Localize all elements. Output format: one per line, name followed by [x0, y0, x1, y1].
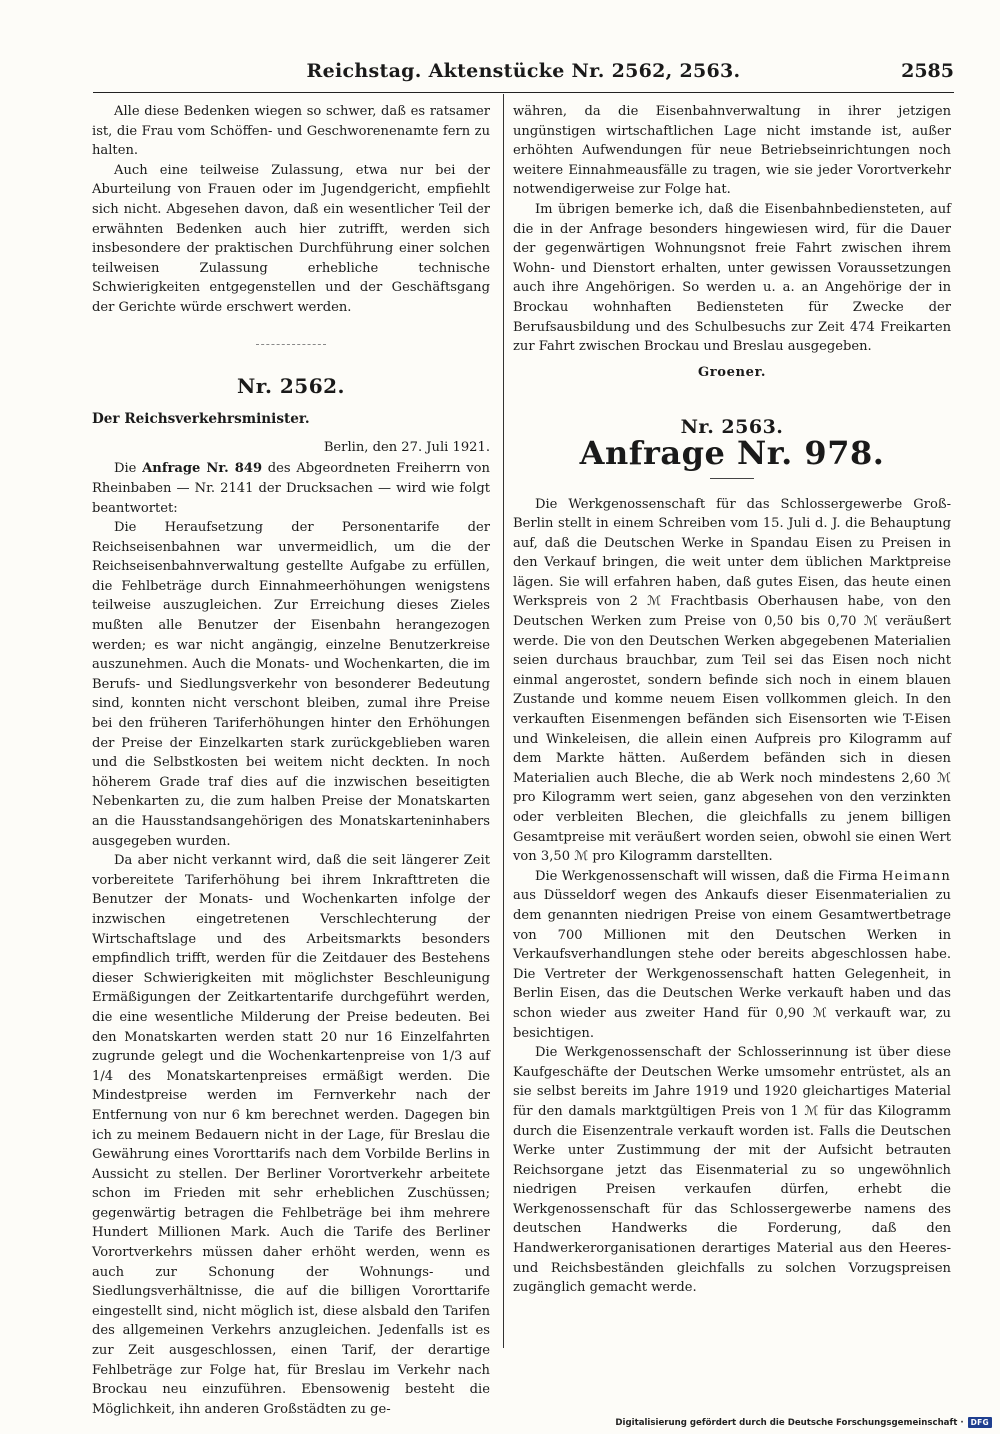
body-paragraph: Die Werkgenossenschaft für das Schlossergewerbe Groß-Berlin stellt in einem Schreiben vom 15. Juli d. J. die Behauptung auf, daß die Deutschen Werke in Spandau Eisen zu Preisen in den Verkauf bringen, die weit unter dem üblichen Marktpreise lägen. Sie will erfahren haben, daß gutes Eisen, das heute einen Werkspreis von 2 ℳ Frachtbasis Oberhausen habe, von den Deutschen Werken zum Preise von 0,50 bis 0,70 ℳ veräußert werde. Die von den Deutschen Werken abgegebenen Materialien seien durchaus brauchbar, zum Teil sei das Eisen noch nicht einmal angerostet, sondern befinde sich noch in einem blauen Zustande und komme neuem Eisen vollkommen gleich. In den verkauften Eisenmengen befänden sich Eisensorten wie T-Eisen und Winkeleisen, die allein einen Aufpreis pro Kilogramm auf dem Markte hätten. Außerdem befänden sich in diesen Materialien auch Bleche, die ab Werk noch mindestens 2,60 ℳ pro Kilogramm wert seien, ganz abgesehen von den verzinkten oder verbleiten Blechen, die gleichfalls zu jenem billigen Gesamtpreise mit veräußert worden seien, obwohl sie einen Wert von 3,50 ℳ pro Kilogramm darstellten. — [513, 496, 951, 865]
continuation-paragraph: währen, da die Eisenbahnverwaltung in ihrer jetzigen ungünstigen wirtschaftlichen Lage nicht imstande ist, außer erhöhten Aufwendungen für neue Betriebseinrichtungen noch weitere Einnahmeausfälle zu tragen, wie sie jeder Vorortverkehr notwendigerweise zur Folge hat. — [513, 104, 951, 198]
body-paragraph: Die Werkgenossenschaft der Schlosserinnung ist über diese Kaufgeschäfte der Deutschen Werke umsomehr entrüstet, als an sie selbst bereits im Jahre 1919 und 1920 gleichartiges Material für den damals marktgültigen Preis von 1 ℳ für das Kilogramm durch die Eisenzentrale verkauft worden ist. Falls die Deutschen Werke unter Zustimmung der mit der Aufsicht betrauten Reichsorgane jetzt das Eisenmaterial zu so ungewöhnlich niedrigen Preisen verkaufen dürfen, erhebt die Werkgenossenschaft für das Schlossergewerbe namens des deutschen Handwerks die Forderung, daß den Handwerkerorganisationen derartiges Material aus den Heeres- und Reichsbeständen gleichfalls zu solchen Vorzugspreisen zugänglich gemacht werde. — [513, 1045, 951, 1296]
body-paragraph — [513, 867, 951, 1043]
inquiry-reference: Anfrage Nr. 849 — [142, 461, 263, 477]
page-header — [93, 56, 954, 90]
section-separator — [256, 344, 326, 345]
inquiry-title: Anfrage Nr. 978. — [579, 433, 885, 472]
reply-rest: des Abgeordneten Freiherrn von Rheinbaben — Nr. 2141 der Drucksachen — wird wie folgt beantwortet: — [92, 461, 490, 516]
document-number: Nr. 2562. — [236, 373, 346, 398]
page-number: 2585 — [901, 60, 954, 82]
paragraph-lead: Die Werkgenossenschaft will wissen, daß die Firma — [535, 868, 878, 884]
footer — [615, 1417, 992, 1428]
footer-text: Digitalisierung gefördert durch die Deutsche Forschungsgemeinschaft · — [615, 1417, 964, 1428]
dfg-logo-icon: DFG — [968, 1417, 992, 1428]
left-column — [92, 102, 490, 1419]
header-rule — [93, 92, 954, 93]
intro-paragraph: Auch eine teilweise Zulassung, etwa nur bei der Aburteilung von Frauen oder im Jugendgericht, empfiehlt sich nicht. Abgesehen davon, daß ein wesentlicher Teil der erwähnten Bedenken auch hier zutrifft, werden sich insbesondere der praktischen Durchführung einer solchen teilweisen Zulassung erhebliche technische Schwierigkeiten entgegenstellen und der Geschäftsgang der Gerichte würde erschwert werden. — [92, 162, 490, 315]
title-rule — [710, 478, 754, 479]
body-paragraph: Da aber nicht verkannt wird, daß die seit längerer Zeit vorbereitete Tariferhöhung bei ihrem Inkrafttreten die Benutzer der Monats- und Wochenkarten infolge der inzwischen eingetretenen Verschlechterung der Wirtschaftslage und des Arbeitsmarkts besonders empfindlich trifft, werden für die Zeitdauer des Bestehens dieser Schwierigkeiten mit möglichster Beschleunigung Ermäßigungen der Zeitkartentarife durchgeführt werden, die eine wesentliche Milderung der Preise bedeuten. Bei den Monatskarten werden statt 20 nur 16 Einzelfahrten zugrunde gelegt und die Wochenkartenpreise von 1/3 auf 1/4 des Monatskartenpreises ermäßigt werden. Die Mindestpreise werden im Fernverkehr nach der Entfernung von nur 6 km berechnet werden. Dagegen bin ich zu meinem Bedauern nicht in der Lage, für Breslau die Gewährung eines Vororttarifs nach dem Vorbilde Berlins in Aussicht zu stellen. Der Berliner Vorortverkehr arbeitete schon im Frieden mit sehr erheblichen Zuschüssen; gegenwärtig betragen die Fehlbeträge bei ihm mehrere Hundert Millionen Mark. Auch die Tarife des Berliner Vorortverkehrs müssen daher erhöht werden, wenn es auch zur Schonung der Wohnungs- und Siedlungsverhältnisse, die auf die billigen Vororttarife eingestellt sind, nicht möglich ist, diese alsbald den Tarifen des allgemeinen Verkehrs anzugleichen. Jedenfalls ist es zur Zeit ausgeschlossen, einen Tarif, der derartige Fehlbeträge zur Folge hat, für Breslau im Verkehr nach Brockau neu einzuführen. Ebensowenig besteht die Möglichkeit, ihn anderen Großstädten zu ge- — [92, 853, 490, 1417]
intro-paragraph: Alle diese Bedenken wiegen so schwer, daß es ratsamer ist, die Frau vom Schöffen- und Geschworenenamte fern zu halten. — [92, 104, 490, 159]
continuation-paragraph: Im übrigen bemerke ich, daß die Eisenbahnbediensteten, auf die in der Anfrage besonders hingewiesen wird, für die Dauer der gegenwärtigen Wohnungsnot freie Fahrt zwischen ihrem Wohn- und Dienstort erhalten, unter gewissen Voraussetzungen auch ihre Angehörigen. So werden u. a. an Angehörige der in Brockau wohnhaften Bediensteten für Zwecke der Berufsausbildung und des Schulbesuchs zur Zeit 474 Freikarten zur Fahrt zwischen Brockau und Breslau ausgegeben. — [513, 201, 951, 355]
right-column — [513, 102, 951, 1298]
column-divider — [503, 94, 504, 1348]
minister-heading: Der Reichsverkehrsminister. — [92, 411, 310, 428]
paragraph-rest: aus Düsseldorf wegen des Ankaufs dieser Eisenmaterialien zu dem genannten niedrigen Preise von einem Gesamtwertbetrage von 700 Millionen mit den Deutschen Werken in Verkaufsverhandlungen stehe oder bereits abgeschlossen habe. Die Vertreter der Werkgenossenschaft hatten Gelegenheit, in Berlin Eisen, das die Deutschen Werke verkauft haben und das schon wieder aus zweiter Hand für 0,90 ℳ verkauft war, zu besichtigen. — [513, 888, 951, 1041]
body-paragraph: Die Heraufsetzung der Personentarife der Reichseisenbahnen war unvermeidlich, um die der Reichseisenbahnverwaltung gestellte Aufgabe zu erfüllen, die Fehlbeträge durch Einnahmeerhöhungen wenigstens teilweise auszugleichen. Zur Erreichung dieses Zieles mußten alle Benutzer der Eisenbahn herangezogen werden; es war nicht angängig, einzelne Benutzerkreise auszunehmen. Auch die Monats- und Wochenkarten, die im Berufs- und Siedlungsverkehr von besonderer Bedeutung sind, konnten nicht verschont bleiben, zumal ihre Preise bei den früheren Tariferhöhungen hinter den Erhöhungen der Preise der Einzelkarten stark zurückgeblieben waren und die Selbstkosten bei weitem nicht deckten. In noch höherem Grade traf dies auf die inzwischen beseitigten Nebenkarten zu, die zum halben Preise der Monatskarten an die Hausstandsangehörigen des Monatskarteninhabers ausgegeben wurden. — [92, 520, 490, 849]
running-title: Reichstag. Aktenstücke Nr. 2562, 2563. — [306, 60, 741, 82]
dateline: Berlin, den 27. Juli 1921. — [323, 439, 490, 455]
reply-intro — [92, 459, 490, 518]
reply-lead: Die — [114, 461, 137, 477]
firm-name: Heimann — [882, 868, 951, 884]
document-number: Nr. 2563. — [680, 416, 784, 439]
signature: Groener. — [697, 364, 767, 380]
